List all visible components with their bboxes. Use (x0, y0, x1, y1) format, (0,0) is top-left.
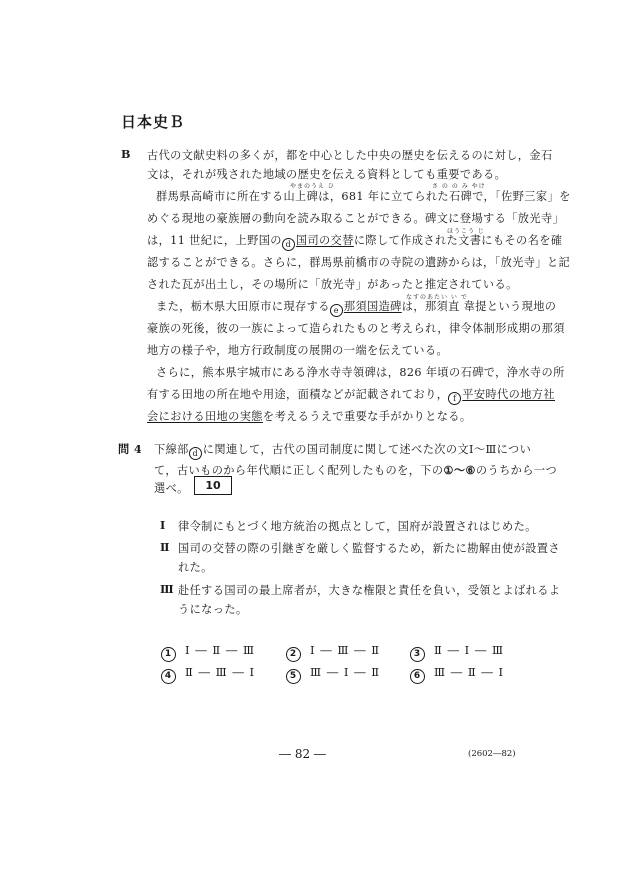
option-number: 1 (161, 647, 176, 662)
statement-number: Ⅲ (160, 582, 175, 596)
ruby-annotation: なすのあたい い で (406, 294, 468, 301)
option-text: Ⅲ ― Ⅱ ― Ⅰ (434, 665, 505, 679)
question-label: 問 4 (118, 442, 143, 456)
underlined-phrase-d: 国司の交替 (295, 234, 354, 247)
statement-text-cont: れた。 (178, 561, 213, 574)
statement-text-cont: うになった。 (178, 603, 248, 616)
question-text: のうちから一つ (475, 464, 558, 477)
passage-line (147, 232, 562, 251)
statement-number: Ⅰ (160, 518, 166, 532)
statement-number: Ⅱ (160, 540, 170, 554)
answer-option[interactable] (161, 665, 255, 684)
question-text: て，古いものから年代順に正しく配列したものを，下の (154, 464, 444, 477)
passage-line (147, 386, 555, 405)
passage-text: に際して作成された文書にもその名を確 (353, 234, 563, 247)
option-text: Ⅰ ― Ⅱ ― Ⅲ (185, 643, 256, 657)
option-number: 6 (410, 669, 425, 684)
option-text: Ⅱ ― Ⅲ ― Ⅰ (185, 665, 256, 679)
passage-line: 認することができる。さらに，群馬県前橋市の寺院の遺跡からは，「放光寺」と記 (147, 256, 571, 269)
passage-line: さらに，熊本県宇城市にある浄水寺寺領碑は，826 年頃の石碑で，浄水寺の所 (156, 366, 565, 379)
ruby-annotation: やまのうえ ひ (290, 183, 335, 190)
underline-marker-d: d (282, 238, 295, 251)
question-line (154, 441, 531, 460)
option-range: ①～⑥ (443, 463, 476, 477)
underlined-phrase-f: 平安時代の地方社 (462, 388, 555, 401)
passage-text: は，那須直 韋提という現地の (401, 300, 557, 313)
answer-option[interactable] (410, 665, 504, 684)
option-number: 5 (286, 669, 301, 684)
passage-line: 文は，それが残された地域の歴史を伝える資料としても重要である。 (147, 168, 507, 181)
page-code: (2602―82) (468, 749, 516, 759)
option-number: 3 (410, 647, 425, 662)
answer-box[interactable]: 10 (194, 476, 232, 495)
passage-line: めぐる現地の豪族層の動向を読み取ることができる。碑文に登場する「放光寺」 (147, 212, 565, 225)
passage-line: 古代の文献史料の多くが，都を中心とした中央の歴史を伝えるのに対し，金石 (147, 149, 553, 162)
underlined-phrase-f-cont: 会における田地の実態 (147, 410, 263, 423)
underlined-phrase-e: 那須国造碑 (343, 300, 402, 313)
passage-text: また，栃木県大田原市に現存する (156, 300, 330, 313)
option-number: 4 (161, 669, 176, 684)
question-text: に関連して，古代の国司制度に関して述べた次の文Ⅰ～Ⅲについ (202, 443, 532, 456)
option-text: Ⅱ ― Ⅰ ― Ⅲ (434, 643, 505, 657)
answer-option[interactable] (410, 643, 504, 662)
question-line: 選べ。 (154, 482, 189, 495)
answer-option[interactable] (286, 643, 380, 662)
underline-marker-f: f (448, 392, 461, 405)
passage-text: 有する田地の所在地や用途，面積などが記載されており， (147, 388, 449, 401)
ruby-annotation: さ の の み やけ (432, 183, 486, 190)
answer-option[interactable] (286, 665, 380, 684)
page-number: ― 82 ― (279, 747, 326, 761)
passage-text: は，11 世紀に，上野国の (147, 234, 282, 247)
passage-text: を考えるうえで重要な手がかりとなる。 (262, 410, 472, 423)
passage-line: 地方の様子や，地方行政制度の展開の一端を伝えている。 (147, 344, 449, 357)
passage-line (147, 408, 471, 424)
passage-line: 群馬県高崎市に所在する山上碑は，681 年に立てられた石碑で，「佐野三家」を (156, 190, 571, 203)
option-text: Ⅲ ― Ⅰ ― Ⅱ (310, 665, 381, 679)
statement-text: 赴任する国司の最上席者が，大きな権限と責任を負い，受領とよばれるよ (178, 584, 561, 597)
ruby-annotation: ほうこう じ (447, 228, 485, 235)
option-text: Ⅰ ― Ⅲ ― Ⅱ (310, 643, 381, 657)
passage-line: された瓦が出土し，その場所に「放光寺」があったと推定されている。 (147, 278, 518, 291)
question-text: 下線部 (154, 443, 189, 456)
passage-line: 豪族の死後，彼の一族によって造られたものと考えられ，律令体制形成期の那須 (147, 322, 565, 335)
statement-text: 律令制にもとづく地方統治の拠点として，国府が設置されはじめた。 (178, 520, 537, 533)
underline-marker-d-ref: d (189, 447, 202, 460)
option-number: 2 (286, 647, 301, 662)
passage-label: B (121, 147, 131, 161)
passage-line (156, 298, 556, 317)
statement-text: 国司の交替の際の引継ぎを厳しく監督するため，新たに勘解由使が設置さ (178, 542, 560, 555)
answer-option[interactable] (161, 643, 255, 662)
subject-heading: 日本史Ｂ (121, 113, 186, 131)
underline-marker-e: e (330, 304, 343, 317)
